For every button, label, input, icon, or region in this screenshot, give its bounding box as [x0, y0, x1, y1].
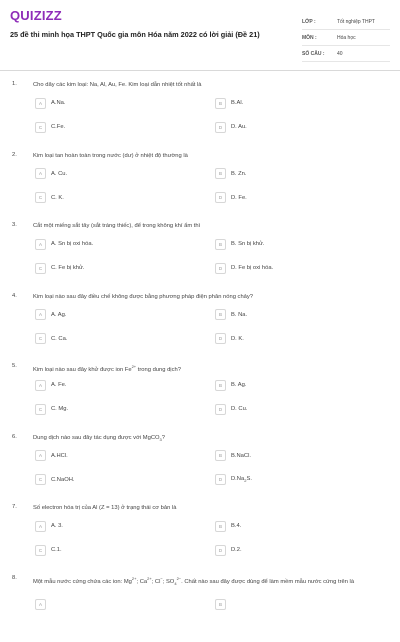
- option-text: A. Ag.: [51, 312, 66, 318]
- option-c[interactable]: [35, 333, 67, 345]
- meta-value: Tốt nghiệp THPT: [337, 19, 375, 25]
- option-text: A. 3.: [51, 523, 63, 529]
- option-a[interactable]: [35, 238, 93, 250]
- option-d[interactable]: [215, 262, 273, 274]
- option-text: B.4.: [231, 523, 241, 529]
- meta-row-class: [302, 14, 390, 30]
- option-letter: C: [35, 474, 46, 485]
- option-letter: A: [35, 599, 46, 610]
- meta-panel: [302, 14, 390, 62]
- header: [0, 0, 400, 64]
- question-number: 1.: [12, 81, 17, 87]
- question-item: [0, 360, 400, 431]
- option-letter: C: [35, 192, 46, 203]
- question-number: 3.: [12, 222, 17, 228]
- option-text: D. Fe bị oxi hóa.: [231, 265, 273, 271]
- option-c[interactable]: [35, 544, 62, 556]
- option-letter: B: [215, 450, 226, 461]
- option-d[interactable]: [215, 333, 244, 345]
- option-a[interactable]: [35, 168, 67, 180]
- option-letter: B: [215, 168, 226, 179]
- option-d[interactable]: [215, 544, 242, 556]
- question-text: Kim loại tan hoàn toàn trong nước (dư) ở nhiệt độ thường là: [33, 152, 383, 160]
- option-letter: D: [215, 545, 226, 556]
- option-text: D.2.: [231, 547, 242, 553]
- question-text: Kim loại nào sau đây khử được ion $Fe^{2+}$ trong dung dịch?: [33, 363, 383, 374]
- option-text: B. Sn bị khử.: [231, 241, 265, 247]
- question-text: Cho dãy các kim loại: Na, Al, Au, Fe. Kim loại dẫn nhiệt tốt nhất là: [33, 81, 383, 89]
- option-text: B.NaCl.: [231, 453, 251, 459]
- option-letter: D: [215, 333, 226, 344]
- meta-row-subject: [302, 30, 390, 46]
- option-c[interactable]: [35, 121, 65, 133]
- option-text: D. K.: [231, 336, 244, 342]
- option-text: B. Zn.: [231, 171, 246, 177]
- question-list: [0, 78, 400, 642]
- option-letter: A: [35, 380, 46, 391]
- option-letter: B: [215, 309, 226, 320]
- option-letter: A: [35, 239, 46, 250]
- option-a[interactable]: [35, 309, 66, 321]
- question-text: Số electron hóa trị của Al (Z = 13) ở trạng thái cơ bản là: [33, 504, 383, 512]
- question-item: [0, 290, 400, 361]
- option-letter: A: [35, 450, 46, 461]
- question-item: [0, 431, 400, 502]
- option-text: A. Cu.: [51, 171, 67, 177]
- option-c[interactable]: [35, 192, 64, 204]
- option-d[interactable]: [215, 403, 247, 415]
- question-text: Một mẫu nước cứng chứa các ion: $Mg^{2+}$; $Ca^{2+}$; Cl−; $SO_4^{2-}$. Chất nào sau đây được dùng để làm mềm mẫu nước cứng trên là: [33, 575, 378, 588]
- option-letter: C: [35, 122, 46, 133]
- option-text: A.HCl.: [51, 453, 68, 459]
- quizizz-logo: QUIZIZZ: [10, 8, 62, 23]
- option-letter: B: [215, 98, 226, 109]
- option-d[interactable]: [215, 474, 252, 486]
- option-text: C. Ca.: [51, 336, 67, 342]
- option-text: $D.Na_2S$.: [231, 476, 252, 483]
- question-item: [0, 572, 400, 642]
- page-title: 25 đề thi minh họa THPT Quốc gia môn Hóa năm 2022 có lời giải (Đề 21): [10, 30, 295, 40]
- option-letter: A: [35, 309, 46, 320]
- meta-row-count: [302, 46, 390, 62]
- option-letter: D: [215, 474, 226, 485]
- option-b[interactable]: [215, 379, 246, 391]
- meta-value: Hóa học: [337, 35, 356, 41]
- option-text: A. Fe.: [51, 382, 66, 388]
- option-letter: C: [35, 333, 46, 344]
- option-b[interactable]: [215, 450, 251, 462]
- option-a[interactable]: [35, 450, 68, 462]
- option-letter: C: [35, 404, 46, 415]
- option-text: C.Fe.: [51, 124, 65, 130]
- option-b[interactable]: [215, 309, 247, 321]
- option-b[interactable]: [215, 520, 241, 532]
- option-text: A.Na.: [51, 100, 66, 106]
- question-number: 7.: [12, 504, 17, 510]
- option-text: C. Fe bị khử.: [51, 265, 85, 271]
- option-d[interactable]: [215, 192, 247, 204]
- option-a[interactable]: [35, 97, 66, 109]
- option-text: C. Mg.: [51, 406, 68, 412]
- option-text: D. Cu.: [231, 406, 247, 412]
- option-text: B. Ag.: [231, 382, 246, 388]
- option-b[interactable]: [215, 97, 243, 109]
- option-letter: A: [35, 521, 46, 532]
- option-text: D. Fe.: [231, 195, 247, 201]
- option-text: B.Al.: [231, 100, 243, 106]
- option-letter: B: [215, 380, 226, 391]
- meta-label: SỐ CÂU :: [302, 51, 337, 57]
- option-letter: A: [35, 98, 46, 109]
- option-a[interactable]: [35, 599, 51, 611]
- option-b[interactable]: [215, 599, 231, 611]
- option-c[interactable]: [35, 262, 85, 274]
- option-text: D. Au.: [231, 124, 247, 130]
- option-text: C.NaOH.: [51, 477, 75, 483]
- question-item: [0, 149, 400, 220]
- meta-label: MÔN :: [302, 35, 337, 41]
- option-text: A. Sn bị oxi hóa.: [51, 241, 93, 247]
- option-b[interactable]: [215, 168, 246, 180]
- option-text: C. K.: [51, 195, 64, 201]
- option-letter: B: [215, 239, 226, 250]
- question-item: [0, 219, 400, 290]
- header-divider: [0, 70, 400, 71]
- option-text: C.1.: [51, 547, 62, 553]
- question-item: [0, 78, 400, 149]
- option-letter: B: [215, 599, 226, 610]
- option-text: B. Na.: [231, 312, 247, 318]
- option-letter: A: [35, 168, 46, 179]
- question-item: [0, 501, 400, 572]
- option-b[interactable]: [215, 238, 265, 250]
- option-c[interactable]: [35, 403, 68, 415]
- question-number: 5.: [12, 363, 17, 369]
- option-letter: D: [215, 192, 226, 203]
- question-number: 4.: [12, 293, 17, 299]
- question-text: Cắt một miếng sắt tây (sắt tráng thiếc), để trong không khí ẩm thì: [33, 222, 383, 230]
- question-number: 8.: [12, 575, 17, 581]
- option-a[interactable]: [35, 379, 66, 391]
- option-letter: D: [215, 404, 226, 415]
- question-number: 2.: [12, 152, 17, 158]
- question-number: 6.: [12, 434, 17, 440]
- option-d[interactable]: [215, 121, 247, 133]
- question-text: Dung dịch nào sau đây tác dụng được với MgCO$_3$?: [33, 434, 383, 444]
- question-text: Kim loại nào sau đây điều chế không được bằng phương pháp điện phân nóng chảy?: [33, 293, 383, 301]
- option-a[interactable]: [35, 520, 63, 532]
- option-letter: D: [215, 122, 226, 133]
- option-letter: C: [35, 263, 46, 274]
- option-letter: D: [215, 263, 226, 274]
- meta-value: 40: [337, 51, 343, 57]
- option-letter: C: [35, 545, 46, 556]
- meta-label: LỚP :: [302, 19, 337, 25]
- option-c[interactable]: [35, 474, 75, 486]
- option-letter: B: [215, 521, 226, 532]
